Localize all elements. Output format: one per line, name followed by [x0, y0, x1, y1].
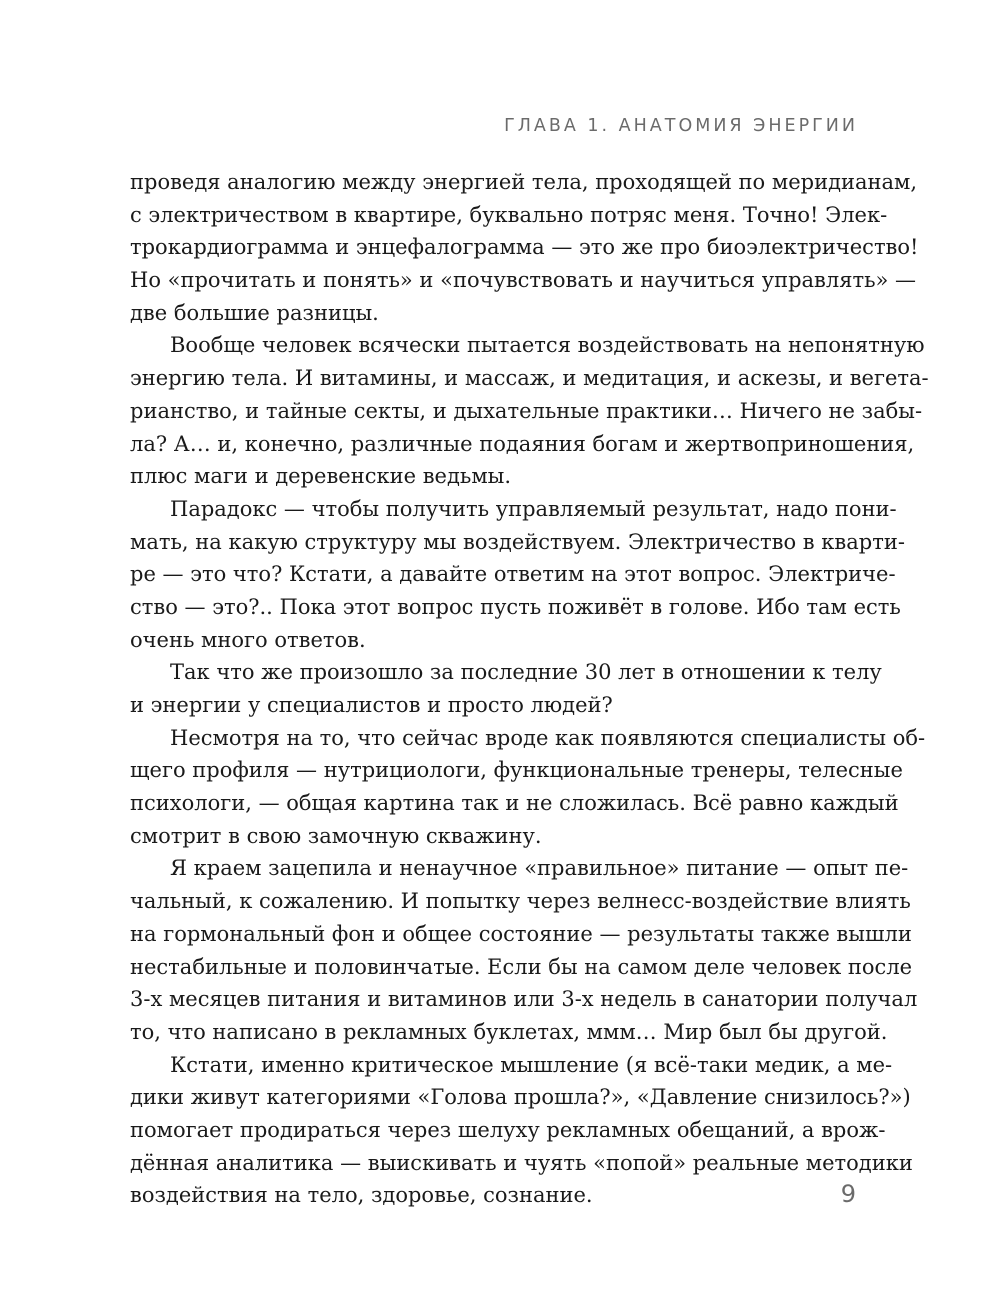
- text-line: и энергии у специалистов и просто людей?: [130, 693, 613, 717]
- text-line: 3-х месяцев питания и витаминов или 3-х недель в санатории получал: [130, 987, 918, 1012]
- text-line: Вообще человек всячески пытается воздействовать на непонятную: [170, 333, 925, 358]
- text-line: нестабильные и половинчатые. Если бы на самом деле человек после: [130, 954, 913, 979]
- text-line: ство — это?.. Пока этот вопрос пусть поживёт в голове. Ибо там есть: [130, 594, 901, 619]
- text-line: трокардиограмма и энцефалограмма — это же про биоэлектричество!: [130, 235, 919, 260]
- text-line: с электричеством в квартире, буквально потряс меня. Точно! Элек-: [130, 202, 888, 227]
- text-line: плюс маги и деревенские ведьмы.: [130, 464, 512, 489]
- text-line: две большие разницы.: [130, 300, 379, 325]
- text-line: Я краем зацепила и ненаучное «правильное» питание — опыт пе-: [170, 856, 909, 881]
- text-line: Но «прочитать и понять» и «почувствовать и научиться управлять» —: [130, 268, 917, 293]
- text-line: Парадокс — чтобы получить управляемый результат, надо пони-: [170, 496, 897, 521]
- text-line: Так что же произошло за последние 30 лет в отношении к телу: [170, 660, 882, 685]
- text-line: очень много ответов.: [130, 627, 366, 652]
- text-line: смотрит в свою замочную скважину.: [130, 823, 542, 848]
- text-line: щего профиля — нутрициологи, функциональные тренеры, телесные: [130, 758, 903, 783]
- text-line: Несмотря на то, что сейчас вроде как появляются специалисты об-: [170, 725, 926, 750]
- text-line: помогает продираться через шелуху рекламных обещаний, а врож-: [130, 1117, 886, 1142]
- text-line: дики живут категориями «Голова прошла?», «Давление снизилось?»): [130, 1085, 911, 1110]
- text-line: проведя аналогию между энергией тела, проходящей по меридианам,: [130, 170, 918, 194]
- text-line: воздействия на тело, здоровье, сознание.: [130, 1183, 593, 1208]
- text-line: психологи, — общая картина так и не сложилась. Всё равно каждый: [130, 791, 899, 816]
- running-header: ГЛАВА 1. АНАТОМИЯ ЭНЕРГИИ: [504, 116, 858, 136]
- text-line: ла? А… и, конечно, различные подаяния богам и жертвоприношения,: [130, 431, 915, 456]
- text-line: то, что написано в рекламных буклетах, ммм… Мир был бы другой.: [130, 1019, 888, 1044]
- page-number: 9: [840, 1180, 856, 1208]
- text-line: ре — это что? Кстати, а давайте ответим на этот вопрос. Электриче-: [130, 562, 896, 587]
- text-line: мать, на какую структуру мы воздействуем. Электричество в кварти-: [130, 529, 905, 554]
- body-text: [130, 166, 929, 1212]
- text-line: энергию тела. И витамины, и массаж, и медитация, и аскезы, и вегета-: [130, 366, 929, 391]
- text-line: на гормональный фон и общее состояние — результаты также вышли: [130, 921, 912, 946]
- text-line: дённая аналитика — выискивать и чуять «попой» реальные методики: [130, 1150, 913, 1175]
- text-line: Кстати, именно критическое мышление (я всё-таки медик, а ме-: [170, 1052, 893, 1077]
- text-line: чальный, к сожалению. И попытку через велнесс-воздействие влиять: [130, 889, 911, 914]
- text-line: рианство, и тайные секты, и дыхательные практики… Ничего не забы-: [130, 398, 923, 423]
